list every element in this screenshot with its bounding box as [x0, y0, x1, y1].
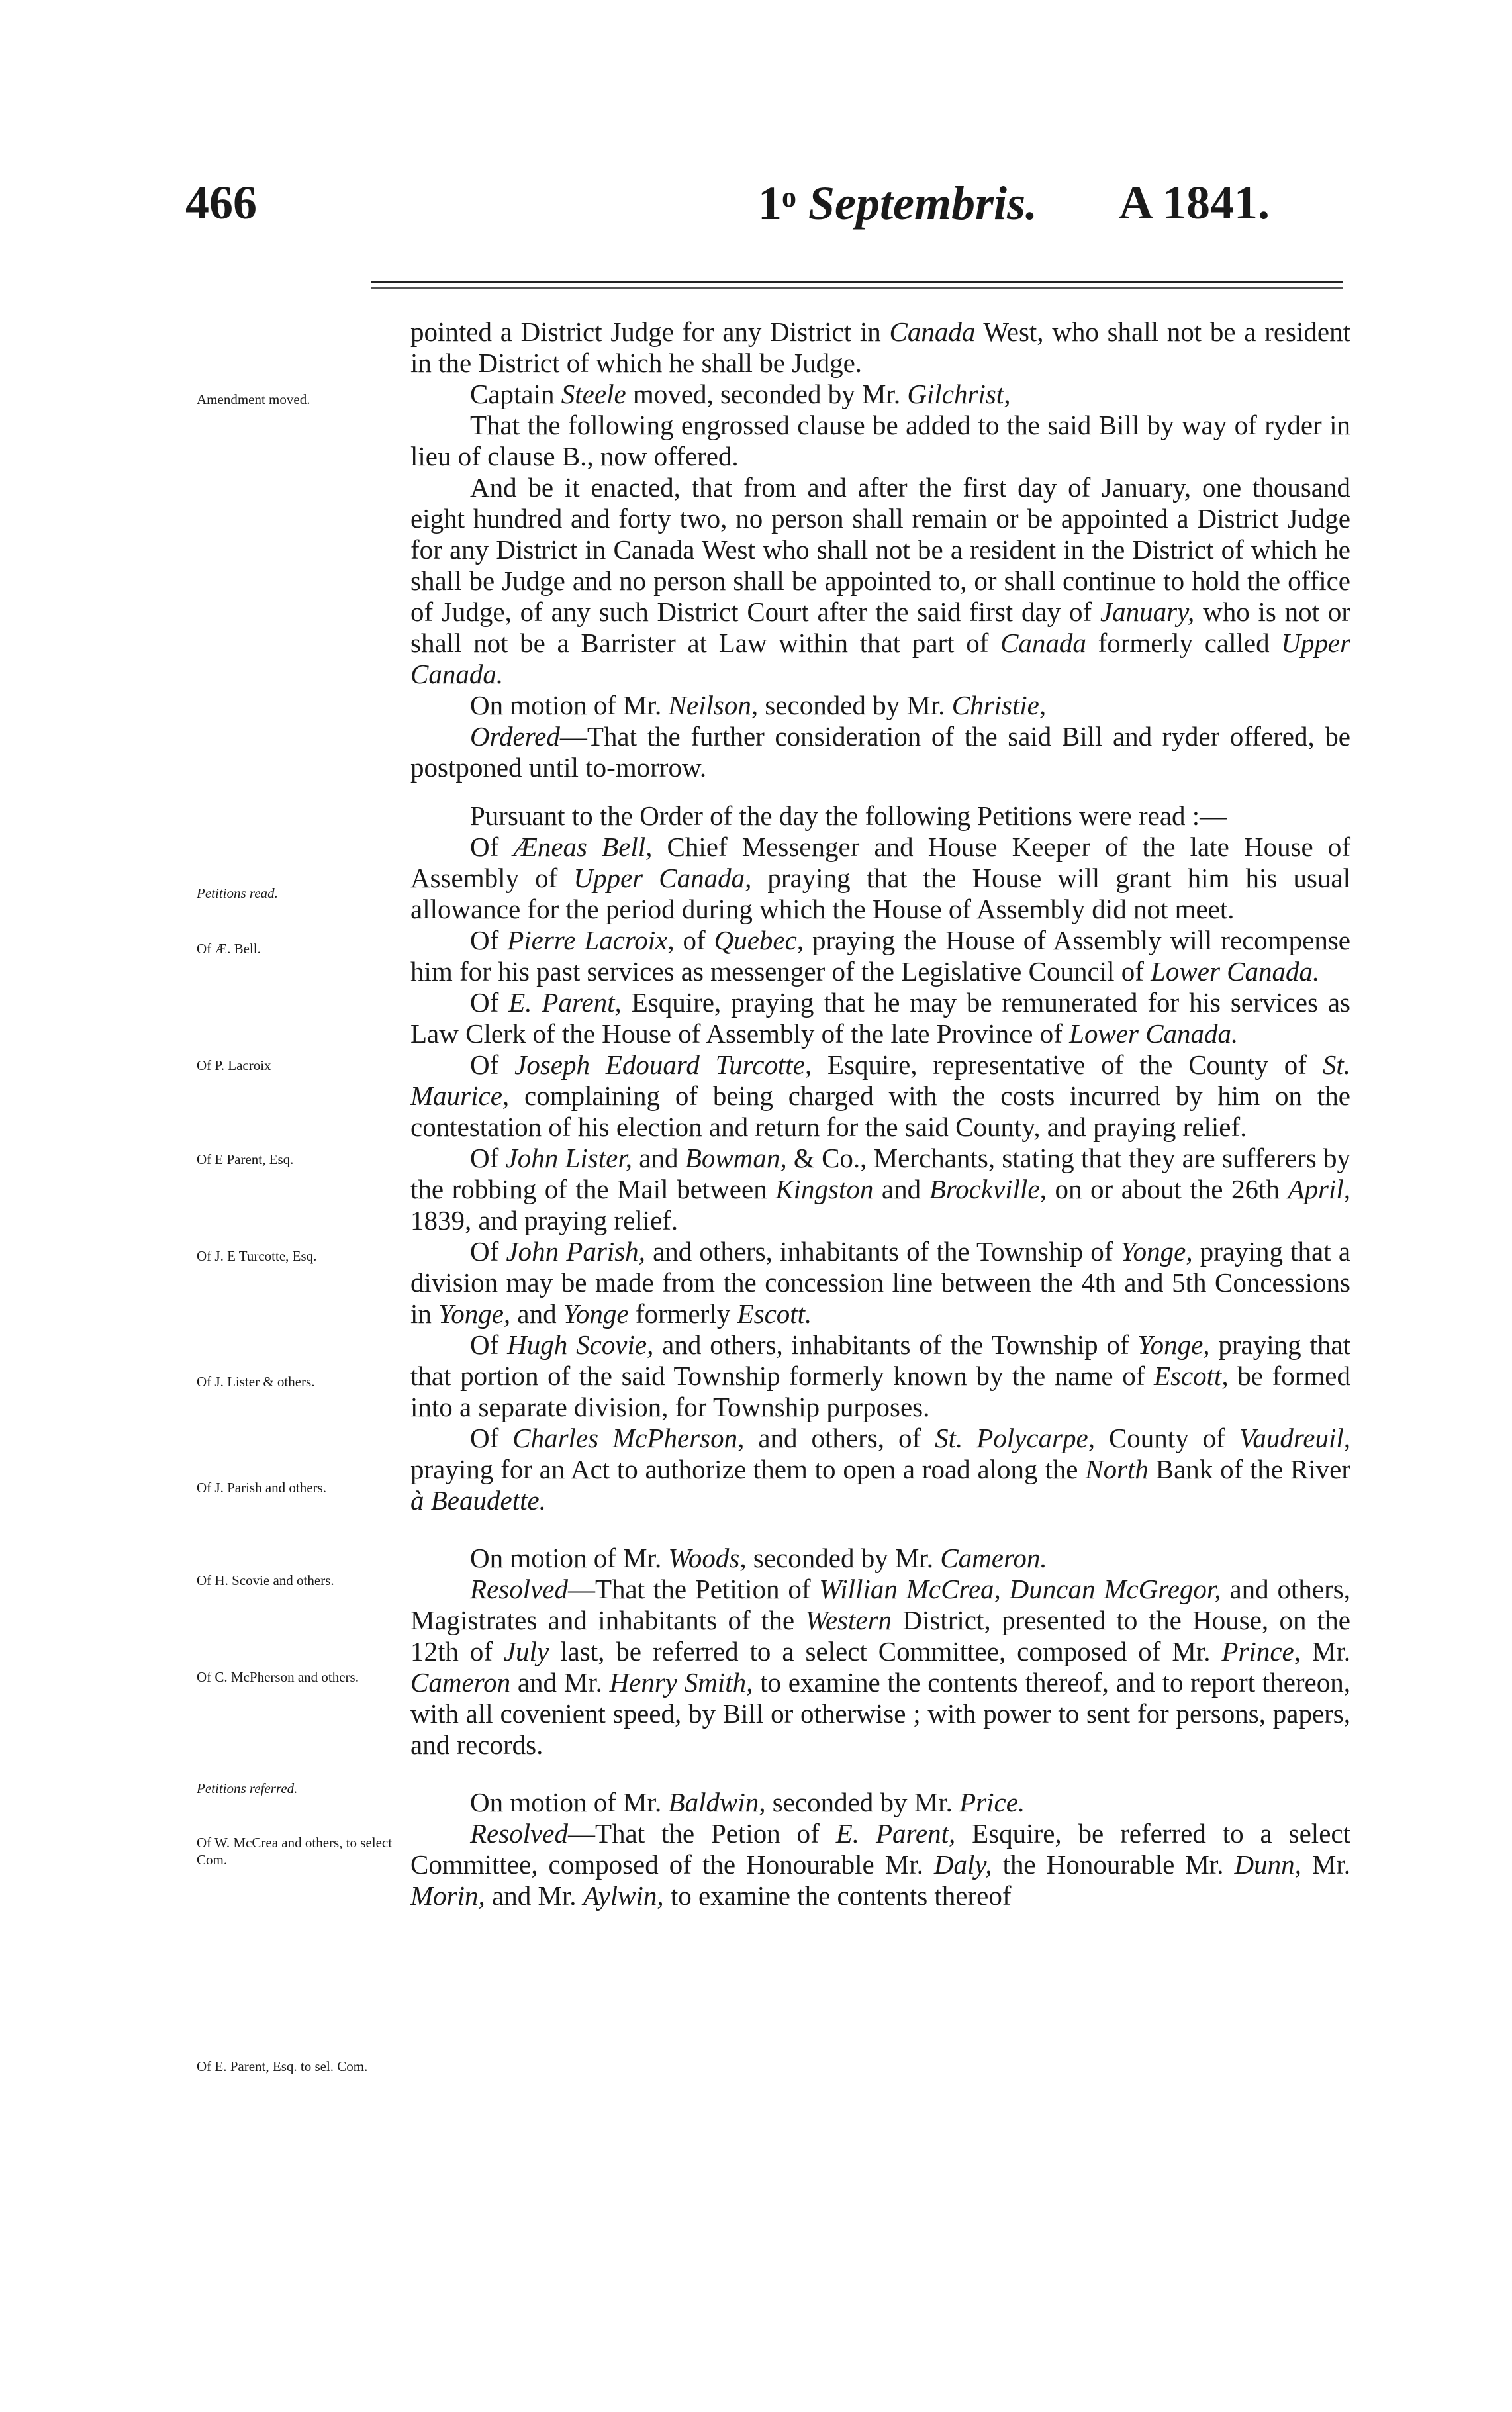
italic-run: Upper Canada.	[410, 628, 1350, 689]
margin-note: Of J. E Turcotte, Esq.	[197, 1248, 317, 1264]
date-number: 1	[758, 177, 782, 230]
paragraph: Pursuant to the Order of the day the following Petitions were read :—	[470, 800, 1227, 831]
italic-run: Charles McPherson,	[512, 1423, 745, 1453]
header-rule-thin	[371, 287, 1343, 289]
italic-run: E. Parent,	[508, 987, 622, 1018]
margin-note: Of C. McPherson and others.	[197, 1669, 359, 1685]
italic-run: Price.	[959, 1787, 1025, 1817]
margin-note: Of Æ. Bell.	[197, 941, 261, 957]
paragraph: Ordered—That the further consideration of the said Bill and ryder offered, be postponed until to-morrow.	[410, 721, 1350, 783]
paragraph: Resolved—That the Petition of Willian McCrea, Duncan McGregor, and others, Magistrates and inhabitants of the Western District, presented to the House, on the 12th of July last, be referred to a select Committee, composed of Mr. Prince, Mr. Cameron and Mr. Henry Smith, to examine the contents thereof, and to report thereon, with all covenient speed, by Bill or otherwise ; with power to sent for persons, papers, and records.	[410, 1574, 1350, 1760]
italic-run: Brockville,	[929, 1174, 1047, 1204]
italic-run: Joseph Edouard Turcotte,	[514, 1049, 812, 1080]
date-month: Septembris.	[808, 177, 1038, 230]
paragraph: On motion of Mr. Baldwin, seconded by Mr. Price.	[470, 1787, 1025, 1817]
margin-note: Of J. Lister & others.	[197, 1374, 315, 1390]
italic-run: Bowman,	[685, 1143, 787, 1173]
paragraph: Of Æneas Bell, Chief Messenger and House Keeper of the late House of Assembly of Upper Canada, praying that the House will grant him his usual allowance for the period during which the House of Assembly did not meet.	[410, 832, 1351, 924]
italic-run: Cameron.	[940, 1543, 1047, 1573]
margin-note: Of W. McCrea and others, to select Com.	[197, 1835, 393, 1868]
paragraph: Of John Parish, and others, inhabitants of the Township of Yonge, praying that a division may be made from the concession line between the 4th and 5th Concessions in Yonge, and Yonge formerly Escott.	[410, 1236, 1351, 1329]
paragraph: Resolved—That the Petion of E. Parent, Esquire, be referred to a select Committee, composed of the Honourable Mr. Daly, the Honourable Mr. Dunn, Mr. Morin, and Mr. Aylwin, to examine the contents thereof	[410, 1818, 1351, 1911]
italic-run: John Lister,	[505, 1143, 632, 1173]
margin-note: Petitions read.	[197, 885, 278, 901]
paragraph: Captain Steele moved, seconded by Mr. Gilchrist,	[470, 379, 1011, 409]
italic-run: Kingston	[775, 1174, 874, 1204]
italic-run: Steele	[561, 379, 626, 409]
italic-run: Upper Canada,	[573, 863, 752, 893]
italic-run: Cameron	[410, 1667, 511, 1698]
italic-run: North	[1085, 1454, 1149, 1484]
paragraph: Of E. Parent, Esquire, praying that he may be remunerated for his services as Law Clerk of the House of Assembly of the late Province of Lower Canada.	[410, 987, 1350, 1049]
page-year: A 1841.	[1119, 176, 1270, 229]
italic-run: Canada	[889, 316, 976, 347]
paragraph: Of Hugh Scovie, and others, inhabitants of the Township of Yonge, praying that that portion of the said Township formerly known by the name of Escott, be formed into a separate division, for Township purposes.	[410, 1329, 1350, 1422]
italic-run: Woods,	[668, 1543, 747, 1573]
italic-run: Christie,	[951, 690, 1047, 720]
date-superscript: o	[782, 181, 796, 213]
italic-run: Neilson,	[668, 690, 759, 720]
italic-run: Resolved	[470, 1574, 568, 1604]
italic-run: Morin,	[410, 1880, 485, 1911]
paragraph: On motion of Mr. Neilson, seconded by Mr. Christie,	[470, 690, 1047, 720]
italic-run: Escott.	[737, 1298, 812, 1329]
paragraph: pointed a District Judge for any District in Canada West, who shall not be a resident in the District of which he shall be Judge.	[410, 316, 1350, 378]
italic-run: Vaudreuil,	[1239, 1423, 1350, 1453]
italic-run: Daly,	[933, 1849, 992, 1880]
paragraph: Of Charles McPherson, and others, of St. Polycarpe, County of Vaudreuil, praying for an Act to authorize them to open a road along the North Bank of the River à Beaudette.	[410, 1423, 1350, 1516]
italic-run: July	[503, 1636, 549, 1666]
italic-run: Hugh Scovie,	[507, 1329, 654, 1360]
italic-run: John Parish,	[506, 1236, 645, 1267]
paragraph: Of Joseph Edouard Turcotte, Esquire, representative of the County of St. Maurice, complaining of being charged with the costs incurred by him on the contestation of his election and return for the said County, and praying relief.	[410, 1049, 1350, 1142]
italic-run: St. Maurice,	[410, 1049, 1350, 1111]
italic-run: Escott,	[1153, 1361, 1229, 1391]
italic-run: Baldwin,	[668, 1787, 766, 1817]
margin-note: Amendment moved.	[197, 391, 310, 407]
body-text	[410, 316, 1350, 1911]
margin-note: Of E Parent, Esq.	[197, 1151, 294, 1167]
italic-run: Yonge,	[1137, 1329, 1210, 1360]
margin-note: Of H. Scovie and others.	[197, 1572, 334, 1588]
italic-run: Western	[805, 1605, 892, 1635]
italic-run: Canada	[1000, 628, 1086, 658]
italic-run: January,	[1100, 597, 1195, 627]
italic-run: Prince,	[1221, 1636, 1301, 1666]
italic-run: Yonge	[563, 1298, 629, 1329]
margin-note: Of J. Parish and others.	[197, 1480, 326, 1496]
italic-run: Lower Canada.	[1069, 1018, 1239, 1049]
italic-run: Ordered	[470, 721, 560, 751]
paragraph: Of John Lister, and Bowman, & Co., Merchants, stating that they are sufferers by the robbing of the Mail between Kingston and Brockville, on or about the 26th April, 1839, and praying relief.	[410, 1143, 1351, 1235]
italic-run: Gilchrist,	[907, 379, 1011, 409]
italic-run: Quebec,	[714, 925, 804, 955]
margin-note: Of E. Parent, Esq. to sel. Com.	[197, 2058, 368, 2074]
header-rule	[371, 281, 1343, 283]
page-number: 466	[185, 176, 257, 229]
italic-run: St. Polycarpe,	[935, 1423, 1095, 1453]
paragraph: And be it enacted, that from and after the first day of January, one thousand eight hundred and forty two, no person shall remain or be appointed a District Judge for any District in Canada West who shall not be a resident in the District of which he shall be Judge and no person shall be appointed to, or shall continue to hold the office of Judge, of any such District Court after the said first day of January, who is not or shall not be a Barrister at Law within that part of Canada formerly called Upper Canada.	[410, 472, 1350, 689]
italic-run: à Beaudette.	[410, 1485, 546, 1516]
italic-run: April,	[1288, 1174, 1351, 1204]
italic-run: Yonge,	[438, 1298, 511, 1329]
page-date	[758, 177, 1038, 230]
paragraph: That the following engrossed clause be added to the said Bill by way of ryder in lieu of clause B., now offered.	[410, 410, 1350, 471]
paragraph: Of Pierre Lacroix, of Quebec, praying the House of Assembly will recompense him for his past services as messenger of the Legislative Council of Lower Canada.	[410, 925, 1351, 987]
italic-run: Resolved	[470, 1818, 568, 1849]
italic-run: Yonge,	[1120, 1236, 1193, 1267]
italic-run: Dunn,	[1234, 1849, 1301, 1880]
paragraph: On motion of Mr. Woods, seconded by Mr. Cameron.	[470, 1543, 1047, 1573]
margin-note: Petitions referred.	[197, 1780, 298, 1796]
italic-run: Æneas Bell,	[513, 832, 653, 862]
italic-run: Henry Smith,	[609, 1667, 753, 1698]
italic-run: Lower Canada.	[1151, 956, 1320, 987]
italic-run: Aylwin,	[583, 1880, 664, 1911]
italic-run: Pierre Lacroix,	[507, 925, 675, 955]
margin-note: Of P. Lacroix	[197, 1057, 271, 1073]
italic-run: E. Parent,	[835, 1818, 956, 1849]
italic-run: Willian McCrea, Duncan McGregor,	[819, 1574, 1221, 1604]
